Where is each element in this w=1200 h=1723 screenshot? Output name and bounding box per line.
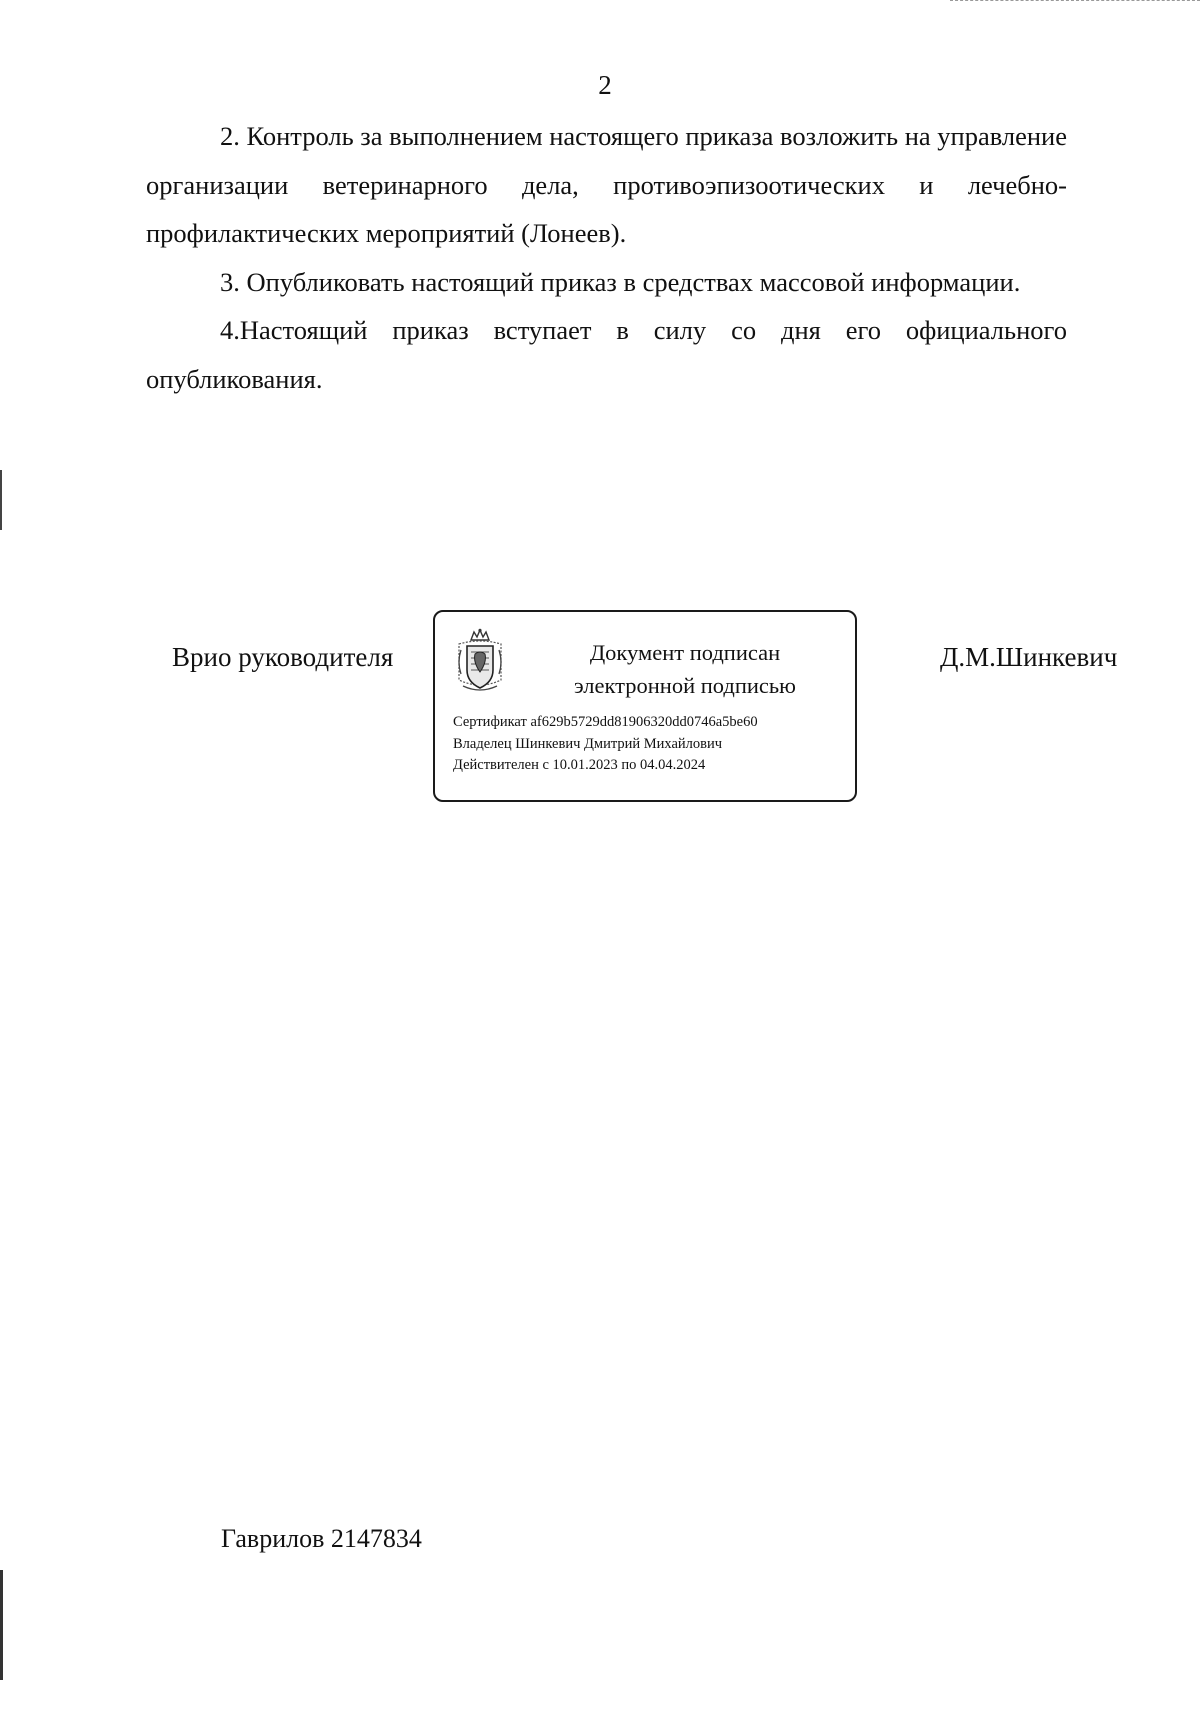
paragraph-2: 2. Контроль за выполнением настоящего приказа возложить на управление организации ветеринарного дела, противоэпизоотических и лечебно-профилактических мероприятий (Лонеев). — [146, 121, 1067, 248]
scan-edge-top — [950, 0, 1200, 3]
document-body — [146, 112, 1067, 403]
signer-position: Врио руководителя — [172, 642, 394, 672]
executor-contact: Гаврилов 2147834 — [221, 1524, 422, 1553]
signer-name: Д.М.Шинкевич — [940, 642, 1118, 672]
page-number: 2 — [598, 70, 612, 100]
paragraph-4: 4.Настоящий приказ вступает в силу со дня его официального опубликования. — [146, 315, 1067, 394]
coat-of-arms-icon — [453, 628, 507, 696]
scan-edge-left — [0, 470, 2, 530]
stamp-details — [453, 712, 758, 777]
certificate-validity: Действителен с 10.01.2023 по 04.04.2024 — [453, 757, 706, 773]
stamp-heading-line2: электронной подписью — [574, 673, 796, 698]
certificate-owner: Владелец Шинкевич Дмитрий Михайлович — [453, 735, 723, 752]
stamp-heading — [535, 636, 835, 702]
stamp-heading-line1: Документ подписан — [589, 640, 781, 665]
paragraph-3: 3. Опубликовать настоящий приказ в средствах массовой информации. — [220, 266, 1021, 297]
electronic-signature-stamp — [433, 610, 857, 802]
certificate-number: Сертификат af629b5729dd81906320dd0746a5be60 — [453, 714, 758, 730]
scan-edge-left-bottom — [0, 1570, 3, 1680]
